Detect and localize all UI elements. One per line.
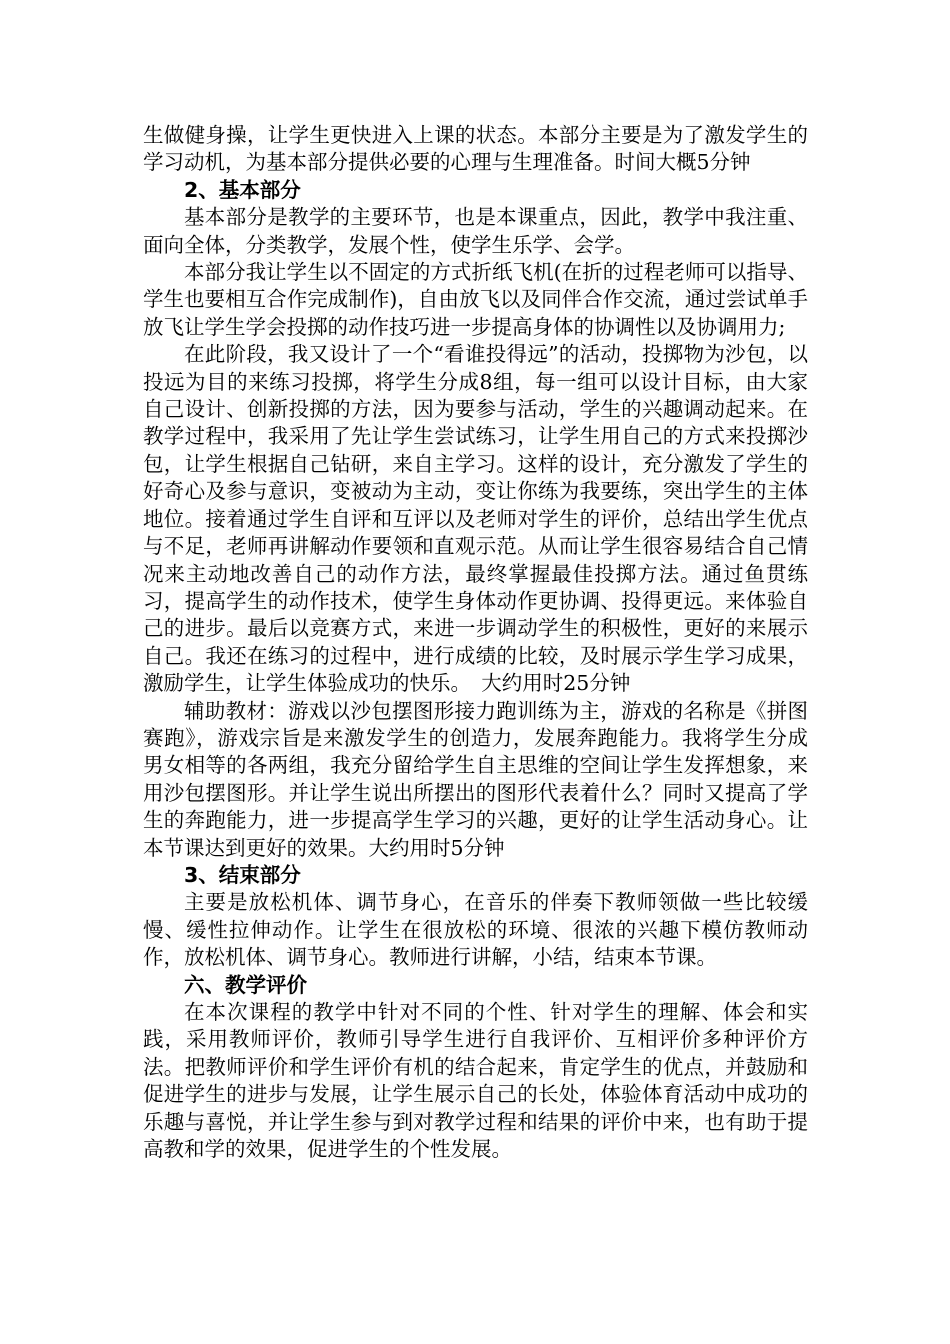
paragraph-ending: 主要是放松机体、调节身心，在音乐的伴奏下教师领做一些比较缓慢、缓性拉伸动作。让学生在很放松的环境、很浓的兴趣下模仿教师动作，放松机体、调节身心。教师进行讲解，小结，结束本节课。	[143, 890, 808, 970]
paragraph-intro-continuation: 生做健身操，让学生更快进入上课的状态。本部分主要是为了激发学生的学习动机，为基本部分提供必要的心理与生理准备。时间大概5分钟	[143, 123, 808, 175]
paragraph-throwing-activity: 在此阶段，我又设计了一个“看谁投得远”的活动，投掷物为沙包，以投远为目的来练习投掷，将学生分成8组，每一组可以设计目标，由大家自己设计、创新投掷的方法，因为要参与活动，学生的兴趣调动起来。在教学过程中，我采用了先让学生尝试练习，让学生用自己的方式来投掷沙包，让学生根据自己钻研，来自主学习。这样的设计，充分激发了学生的好奇心及参与意识，变被动为主动，变让你练为我要练，突出学生的主体地位。接着通过学生自评和互评以及老师对学生的评价，总结出学生优点与不足，老师再讲解动作要领和直观示范。从而让学生很容易结合自己情况来主动地改善自己的动作方法，最终掌握最佳投掷方法。通过鱼贯练习，提高学生的动作技术，使学生身体动作更协调、投得更远。来体验自己的进步。最后以竞赛方式，来进一步调动学生的积极性，更好的来展示自己。我还在练习的过程中，进行成绩的比较，及时展示学生学习成果，激励学生，让学生体验成功的快乐。 大约用时25分钟	[143, 342, 808, 696]
heading-basic-part: 2、基本部分	[184, 177, 301, 202]
paragraph-basic-overview: 基本部分是教学的主要环节，也是本课重点，因此，教学中我注重、面向全体，分类教学，发展个性，使学生乐学、会学。	[143, 205, 808, 257]
heading-teaching-evaluation: 六、教学评价	[184, 972, 307, 997]
document-page	[143, 122, 808, 1163]
paragraph-auxiliary-material: 辅助教材：游戏以沙包摆图形接力跑训练为主，游戏的名称是《拼图赛跑》，游戏宗旨是来激发学生的创造力，发展奔跑能力。我将学生分成男女相等的各两组，我充分留给学生自主思维的空间让学生发挥想象，来用沙包摆图形。并让学生说出所摆出的图形代表着什么？同时又提高了学生的奔跑能力，进一步提高学生学习的兴趣，更好的让学生活动身心。让本节课达到更好的效果。大约用时5分钟	[143, 698, 808, 860]
heading-ending-part: 3、结束部分	[184, 862, 301, 887]
paragraph-evaluation: 在本次课程的教学中针对不同的个性、针对学生的理解、体会和实践，采用教师评价，教师引导学生进行自我评价、互相评价多种评价方法。把教师评价和学生评价有机的结合起来，肯定学生的优点，并鼓励和促进学生的进步与发展，让学生展示自己的长处，体验体育活动中成功的乐趣与喜悦，并让学生参与到对教学过程和结果的评价中来，也有助于提高教和学的效果，促进学生的个性发展。	[143, 1000, 808, 1162]
paragraph-paper-plane: 本部分我让学生以不固定的方式折纸飞机(在折的过程老师可以指导、学生也要相互合作完成制作)，自由放飞以及同伴合作交流，通过尝试单手放飞让学生学会投掷的动作技巧进一步提高身体的协调性以及协调用力;	[143, 260, 808, 339]
